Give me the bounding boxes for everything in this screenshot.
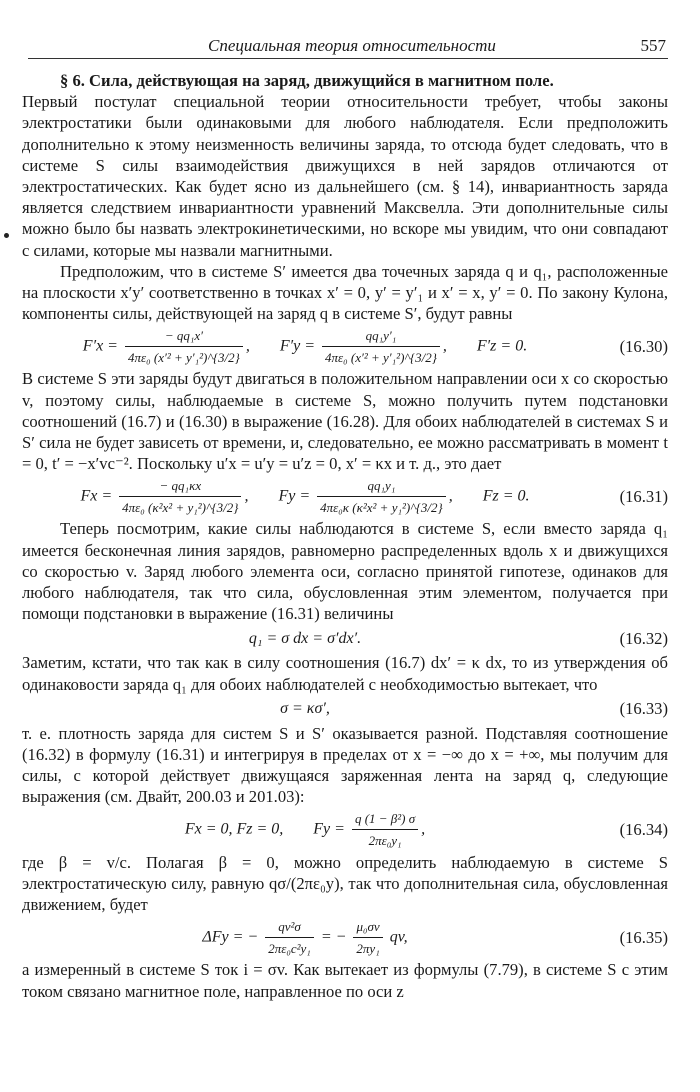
eq2-fx-lhs: Fx = xyxy=(80,487,113,505)
equation-number: (16.32) xyxy=(619,628,668,648)
eq4-expr: σ = κσ′, xyxy=(280,700,330,718)
equation-number: (16.33) xyxy=(619,699,668,719)
eq5-fy-den: 2πε₀y₁ xyxy=(368,833,402,849)
eq6-lhs: ΔFy = − xyxy=(202,927,259,945)
eq2-fx-num: − qq₁κx xyxy=(119,475,241,497)
paragraph-1: Первый постулат специальной теории относительности требует, чтобы законы электростатики были одинаковыми для любого наблюдателя. Если предположить дополнительно к этому неизменность величины заряда, то отсюда будет следовать, что в системе S силы взаимодействия движущихся в ней зарядов отличаются от электростатических. Как будет ясно из дальнейшего (см. § 14), инвариантность заряда является следствием инвариантности уравнений Максвелла. Эти дополнительные силы можно было бы назвать электрокинетическими, но вскоре мы увидим, что они совпадают с силами, которые мы назвали магнитными. xyxy=(22,92,668,260)
equation-number: (16.35) xyxy=(619,927,668,947)
eq2-fy-den: 4πε₀κ (κ²x² + y₁²)^{3/2} xyxy=(320,499,443,515)
equation-16-32 xyxy=(22,624,668,652)
header-title: Специальная теория относительности xyxy=(208,36,496,55)
eq1-fy-den: 4πε₀ (x′² + y′₁²)^{3/2} xyxy=(325,349,437,365)
paragraph-4: Теперь посмотрим, какие силы наблюдаются в системе S, если вместо заряда q₁ имеется бесконечная линия зарядов, равномерно распределенных вдоль x и движущихся со скоростью v. Заряд любого элемента оси, согласно принятой гипотезе, одинаков для любого наблюдателя, так что сила, обусловленная этим элементом, получается при помощи подстановки в выражение (16.31) величины xyxy=(22,519,668,624)
eq5-fy-num: q (1 − β²) σ xyxy=(352,808,418,830)
paragraph-6: т. е. плотность заряда для систем S и S′ оказывается разной. Подставляя соотношение (16.32) в формулу (16.31) и интегрируя в пределах от x = −∞ до x = +∞, мы получим для силы, с которой действует движущаяся заряженная лента на заряд q, следующие выражения (см. Двайт, 200.03 и 201.03): xyxy=(22,723,668,807)
equation-16-33 xyxy=(22,695,668,723)
paragraph-7: где β = v/c. Полагая β = 0, можно определить наблюдаемую в системе S электростатическую силу, равную qσ/(2πε₀y), так что дополнительная сила, обусловленная движением, будет xyxy=(22,852,668,915)
equation-number: (16.30) xyxy=(619,336,668,356)
paragraph-8: а измеренный в системе S ток i = σv. Как вытекает из формулы (7.79), в системе S с этим током связано магнитное поле, направленное по оси z xyxy=(22,960,668,1001)
eq1-fx-den: 4πε₀ (x′² + y′₁²)^{3/2} xyxy=(127,349,240,365)
equation-number: (16.34) xyxy=(619,820,668,840)
equation-number: (16.31) xyxy=(619,486,668,506)
equation-16-31: Fx = $\frac{\text{− qq₁κx}}{\text{4πε₀ (κ²x² + y₁²)\textasciicircum{}\{3/2\}}}$ , Fy = $\frac{\text{qq₁y₁}}{\text{4πε₀κ (κ²x² + y₁²)\textasciicircum{}\{3/2\}}}$ , Fz = 0. (16.31) xyxy=(22,474,668,518)
eq6-num1: qv²σ xyxy=(265,916,314,938)
eq2-fx-den: 4πε₀ (κ²x² + y₁²)^{3/2} xyxy=(122,499,239,515)
page-number: 557 xyxy=(640,36,666,55)
eq1-fy-lhs: F′y = xyxy=(279,337,316,355)
eq6-mid: = − xyxy=(320,927,347,945)
eq1-fx-num: − qq₁x′ xyxy=(125,325,243,347)
eq1-fy-num: qq₁y′₁ xyxy=(322,325,440,347)
margin-dot xyxy=(4,233,9,238)
eq5-fy-lhs: Fy = xyxy=(313,820,345,838)
eq2-fz: Fz = 0. xyxy=(482,487,530,505)
eq1-fz: F′z = 0. xyxy=(476,337,528,355)
paragraph-5: Заметим, кстати, что так как в силу соотношения (16.7) dx′ = κ dx, то из утверждения об одинаковости заряда q₁ для обоих наблюдателей с необходимостью вытекает, что xyxy=(22,653,668,694)
paragraph-3: В системе S эти заряды будут двигаться в положительном направлении оси x со скоростью v, поэтому силы, наблюдаемые в системе S, можно получить путем подстановки соотношений (16.7) и (16.30) в выражение (16.28). Для обоих наблюдателей в системах S и S′ сила не будет зависеть от времени, и, следовательно, ее можно рассматривать в момент t = 0, t′ = −x′vc⁻². Поскольку u′x = u′y = u′z = 0, x′ = κx и т. д., это дает xyxy=(22,369,668,474)
paragraph-2: Предположим, что в системе S′ имеется два точечных заряда q и q₁, расположенные на плоскости x′y′ соответственно в точках x′ = 0, y′ = y′₁ и x′ = x, y′ = 0. По закону Кулона, компоненты силы, действующей на заряд q в системе S′, будут равны xyxy=(22,261,668,324)
page-body xyxy=(22,70,668,1002)
eq2-fy-lhs: Fy = xyxy=(278,487,311,505)
section-heading-paragraph xyxy=(22,70,668,91)
running-header xyxy=(28,36,668,59)
equation-16-30: F′x = $\frac{\text{− qq₁x′}}{\text{4πε₀ (x′² + y′₁²)\textasciicircum{}\{3/2\}}}$ , F′y = $\frac{\text{qq₁y′₁}}{\text{4πε₀ (x′² + y′₁²)\textasciicircum{}\{3/2\}}}$ , F′z = 0. (16.30) xyxy=(22,324,668,368)
eq6-den2: 2πy₁ xyxy=(356,940,380,956)
eq2-fy-num: qq₁y₁ xyxy=(317,475,446,497)
equation-16-34 xyxy=(22,808,668,852)
eq5-tail: , xyxy=(421,820,426,838)
eq3-expr: q₁ = σ dx = σ′dx′. xyxy=(248,629,362,647)
eq6-den1: 2πε₀c²y₁ xyxy=(268,940,311,956)
eq1-fx-lhs: F′x = xyxy=(82,337,118,355)
equation-16-35 xyxy=(22,915,668,959)
eq6-tail: qv, xyxy=(389,927,408,945)
eq6-num2: μ₀σv xyxy=(353,916,382,938)
section-heading: § 6. Сила, действующая на заряд, движущийся в магнитном поле. xyxy=(60,71,554,90)
eq5-lhs: Fx = 0, Fz = 0, xyxy=(184,820,284,838)
